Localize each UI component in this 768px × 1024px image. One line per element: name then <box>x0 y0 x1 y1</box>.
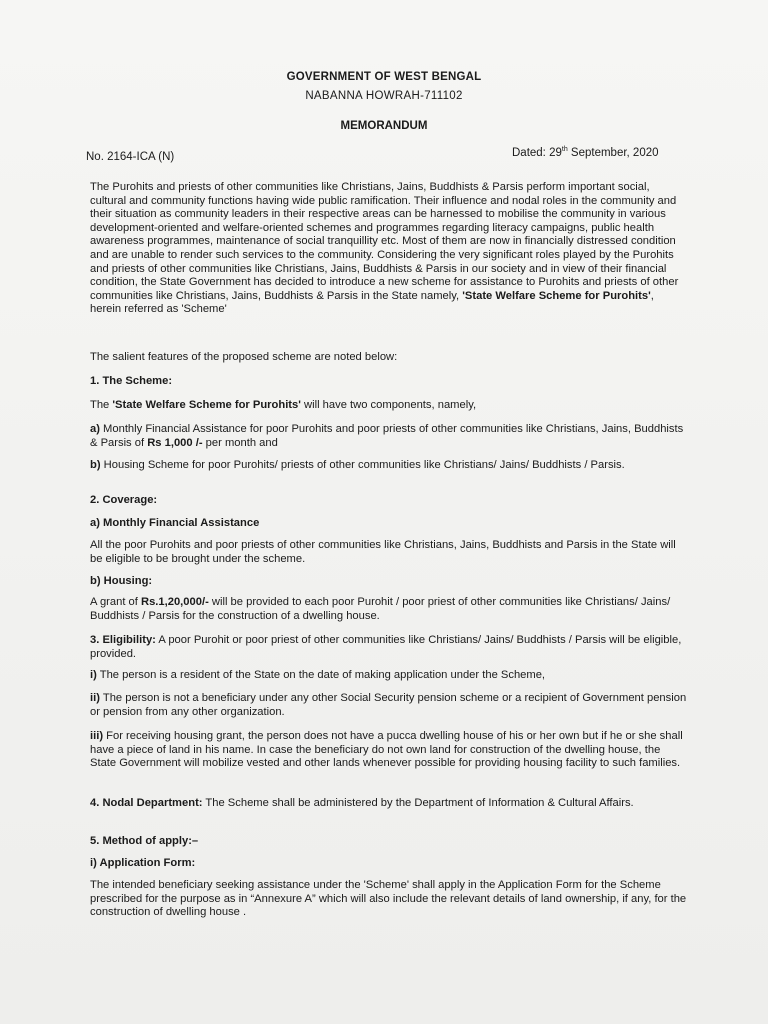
intro-text: The Purohits and priests of other communities like Christians, Jains, Buddhists & Parsis perform important social, cultural and community functions having wide public ramification. Their influence and nodal roles in the community and their situation as community leaders in their respective areas can be harnessed to mobilise the community in various development-oriented and welfare-oriented schemes and programmes regarding literacy campaigns, public health awareness programmes, maintenance of social tranquillity etc. Most of them are now in financially distressed condition and are unable to render such services to the community. Considering the very significant roles played by the Purohits and priests of other communities like Christians, Jains, Buddhists & Parsis in our society and in view of their financial condition, the State Government has decided to introduce a new scheme for assistance to Purohits and priests of other communities like Christians, Jains, Buddhists & Parsis in the State namely, <box>90 181 679 302</box>
eligibility-iii-label: iii) <box>90 730 104 742</box>
section-1-heading <box>90 375 688 389</box>
item-b-text: Housing Scheme for poor Purohits/ priests of other communities like Christians/ Jains/ Buddhists / Parsis. <box>100 459 625 471</box>
address-line: NABANNA HOWRAH-711102 <box>305 90 463 102</box>
application-form-heading <box>90 857 688 871</box>
eligibility-ii <box>90 692 688 719</box>
section-1-lead <box>90 399 688 413</box>
date-suffix-ordinal: th <box>561 146 568 153</box>
date-prefix: Dated: 29 <box>512 146 562 159</box>
section-3-heading: 3. Eligibility: <box>90 634 156 646</box>
section-4-heading: 4. Nodal Department: <box>90 797 203 809</box>
coverage-a-text: All the poor Purohits and poor priests of other communities like Christians, Jains, Buddhists and Parsis in the State will be eligible to be brought under the scheme. <box>90 539 676 565</box>
date-suffix: September, 2020 <box>567 146 659 159</box>
section-1-heading-text: 1. The Scheme: <box>90 375 173 387</box>
section-5-heading-text: 5. Method of apply:– <box>90 835 199 847</box>
section-3-text: A poor Purohit or poor priest of other communities like Christians/ Jains/ Buddhists / Parsis will be eligible, provided. <box>90 634 682 660</box>
section-1-item-a <box>90 423 688 450</box>
eligibility-iii <box>90 730 688 771</box>
section-4-text: The Scheme shall be administered by the Department of Information & Cultural Affairs. <box>202 797 634 809</box>
coverage-a-heading <box>90 517 688 531</box>
intro-tail: , herein referred as 'Scheme' <box>90 289 654 316</box>
coverage-a-heading-text: a) Monthly Financial Assistance <box>90 517 260 529</box>
section-3-eligibility <box>90 634 688 661</box>
reference-number: No. 2164-ICA (N) <box>86 151 175 163</box>
document-type-heading: MEMORANDUM <box>340 120 428 132</box>
eligibility-i-label: i) <box>90 669 97 681</box>
section-5-heading <box>90 835 688 849</box>
item-a-tail: per month and <box>202 436 278 449</box>
memo-date <box>512 146 659 159</box>
government-heading: GOVERNMENT OF WEST BENGAL <box>286 71 482 83</box>
section-1-lead-post: will have two components, namely, <box>300 399 477 411</box>
item-b-label: b) <box>90 459 101 471</box>
coverage-b-heading <box>90 575 688 589</box>
application-form-text: The intended beneficiary seeking assistance under the 'Scheme' shall apply in the Application Form for the Scheme prescribed for the purpose as in “Annexure A” which will also include the relevant details of land ownership, if any, for the construction of dwelling house . <box>90 879 687 919</box>
coverage-b-pre: A grant of <box>90 596 141 608</box>
item-a-amount: Rs 1,000 /- <box>147 436 203 449</box>
intro-paragraph <box>90 181 688 317</box>
coverage-b-text <box>90 596 688 623</box>
scheme-name: 'State Welfare Scheme for Purohits' <box>462 289 651 302</box>
eligibility-ii-text: The person is not a beneficiary under any other Social Security pension scheme or a recipient of Government pension or pension from any other organization. <box>90 692 687 718</box>
eligibility-iii-text: For receiving housing grant, the person does not have a pucca dwelling house of his or her own but if he or she shall have a piece of land in his name. In case the beneficiary do not own land for construction of the dwelling house, the State Government will mobilize vested and other lands whenever possible for providing housing facility to such families. <box>90 730 683 770</box>
item-a-label: a) <box>90 423 100 435</box>
section-1-lead-pre: The <box>90 399 113 411</box>
section-1-item-b <box>90 459 688 473</box>
salient-features-line: The salient features of the proposed scheme are noted below: <box>90 351 398 363</box>
coverage-b-heading-text: b) Housing: <box>90 575 153 587</box>
coverage-b-post: will be provided to each poor Purohit / poor priest of other communities like Christians/ Jains/ Buddhists / Parsis for the construction of a dwelling house. <box>90 596 671 622</box>
section-2-heading <box>90 494 688 508</box>
application-form-heading-text: i) Application Form: <box>90 857 196 869</box>
section-4-nodal-department <box>90 797 688 811</box>
eligibility-i <box>90 669 688 683</box>
item-a-text: Monthly Financial Assistance for poor Purohits and poor priests of other communities like Christians, Jains, Buddhists & Parsis of <box>90 423 684 449</box>
section-2-heading-text: 2. Coverage: <box>90 494 158 506</box>
section-1-lead-bold: 'State Welfare Scheme for Purohits' <box>112 399 301 411</box>
eligibility-ii-label: ii) <box>90 692 100 704</box>
eligibility-i-text: The person is a resident of the State on the date of making application under the Scheme, <box>96 669 546 681</box>
housing-grant-amount: Rs.1,20,000/- <box>141 596 209 608</box>
